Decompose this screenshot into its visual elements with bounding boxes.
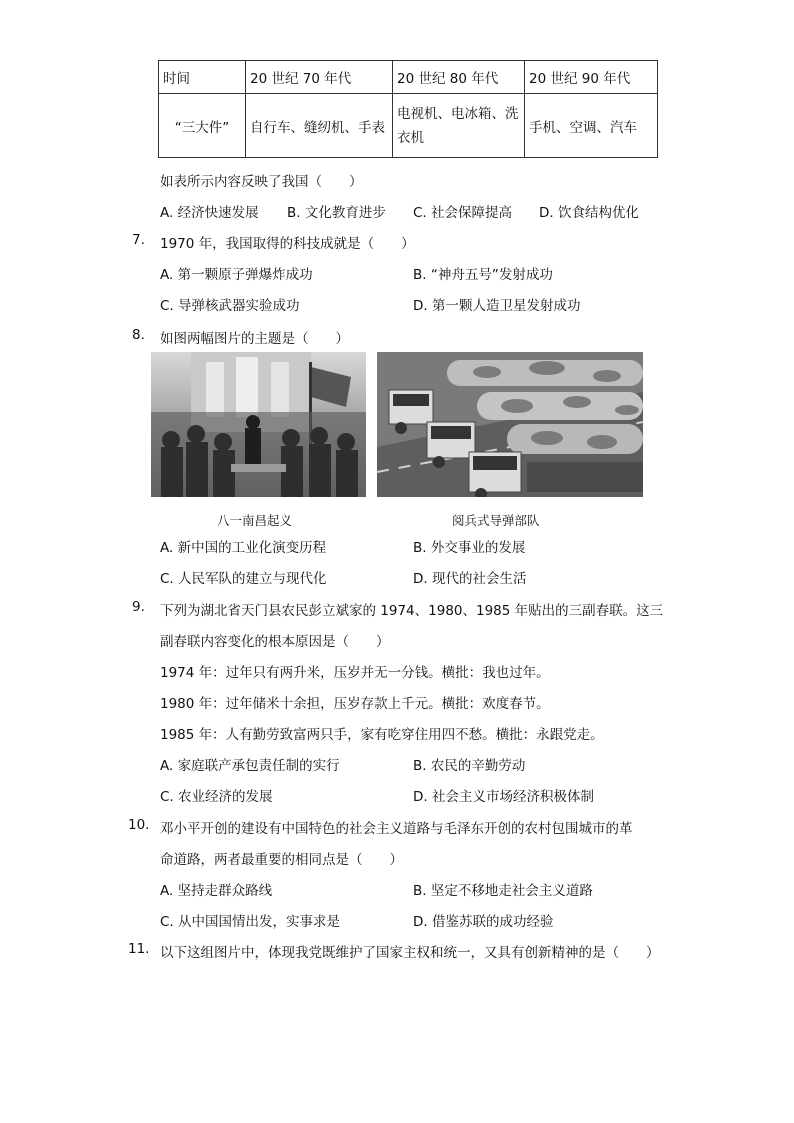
table-cell: 电视机、电冰箱、洗衣机 — [393, 94, 525, 158]
image-caption-2: 阅兵式导弹部队 — [452, 513, 540, 528]
q8-option-a[interactable]: A. 新中国的工业化演变历程 — [160, 540, 327, 556]
nanchang-uprising-image — [151, 352, 366, 497]
q7-option-a[interactable]: A. 第一颗原子弹爆炸成功 — [160, 267, 313, 283]
q6-option-c[interactable]: C. 社会保障提高 — [413, 205, 513, 221]
table-row — [159, 94, 658, 158]
table-cell: 时间 — [159, 61, 246, 94]
q9-stem-line1: 下列为湖北省天门县农民彭立斌家的 1974、1980、1985 年贴出的三副春联。这三 — [160, 603, 664, 619]
q10-number: 10. — [128, 817, 150, 833]
q10-option-b[interactable]: B. 坚定不移地走社会主义道路 — [413, 883, 593, 899]
q8-option-b[interactable]: B. 外交事业的发展 — [413, 540, 526, 556]
q9-couplet-1980: 1980 年：过年储米十余担，压岁存款上千元。横批：欢度春节。 — [160, 696, 550, 712]
q9-stem-line2: 副春联内容变化的根本原因是（ ） — [160, 634, 390, 650]
q6-option-b[interactable]: B. 文化教育进步 — [287, 205, 386, 221]
consumer-goods-table — [158, 60, 658, 158]
table-cell: 自行车、缝纫机、手表 — [246, 94, 393, 158]
q9-couplet-1974: 1974 年：过年只有两升米，压岁并无一分钱。横批：我也过年。 — [160, 665, 550, 681]
q6-option-d[interactable]: D. 饮食结构优化 — [539, 205, 639, 221]
q7-stem: 1970 年，我国取得的科技成就是（ ） — [160, 236, 415, 252]
q7-option-b[interactable]: B. “神舟五号”发射成功 — [413, 267, 553, 283]
table-cell: 手机、空调、汽车 — [525, 94, 658, 158]
q9-option-a[interactable]: A. 家庭联产承包责任制的实行 — [160, 758, 340, 774]
q8-option-d[interactable]: D. 现代的社会生活 — [413, 571, 527, 587]
q8-option-c[interactable]: C. 人民军队的建立与现代化 — [160, 571, 327, 587]
q7-option-c[interactable]: C. 导弹核武器实验成功 — [160, 298, 300, 314]
q8-stem: 如图两幅图片的主题是（ ） — [160, 331, 349, 347]
q10-stem-line2: 命道路，两者最重要的相同点是（ ） — [160, 852, 403, 868]
q6-stem: 如表所示内容反映了我国（ ） — [160, 174, 363, 190]
table-cell: 20 世纪 70 年代 — [246, 61, 393, 94]
q10-option-d[interactable]: D. 借鉴苏联的成功经验 — [413, 914, 554, 930]
table-cell: 20 世纪 90 年代 — [525, 61, 658, 94]
q6-option-a[interactable]: A. 经济快速发展 — [160, 205, 259, 221]
q9-couplet-1985: 1985 年：人有勤劳致富两只手，家有吃穿住用四不愁。横批：永跟党走。 — [160, 727, 604, 743]
q9-option-d[interactable]: D. 社会主义市场经济积极体制 — [413, 789, 594, 805]
q8-number: 8. — [132, 327, 145, 343]
table-header-row — [159, 61, 658, 94]
q10-stem-line1: 邓小平开创的建设有中国特色的社会主义道路与毛泽东开创的农村包围城市的革 — [160, 821, 633, 837]
parade-missile-image — [377, 352, 643, 497]
q9-option-b[interactable]: B. 农民的辛勤劳动 — [413, 758, 526, 774]
image-caption-1: 八一南昌起义 — [217, 513, 293, 528]
q9-number: 9. — [132, 599, 145, 615]
q11-stem: 以下这组图片中，体现我党既维护了国家主权和统一，又具有创新精神的是（ ） — [160, 945, 660, 961]
q10-option-c[interactable]: C. 从中国国情出发，实事求是 — [160, 914, 341, 930]
table-cell: 20 世纪 80 年代 — [393, 61, 525, 94]
q9-option-c[interactable]: C. 农业经济的发展 — [160, 789, 273, 805]
q7-number: 7. — [132, 232, 145, 248]
q7-option-d[interactable]: D. 第一颗人造卫星发射成功 — [413, 298, 581, 314]
q11-number: 11. — [128, 941, 150, 957]
table-cell: “三大件” — [159, 94, 246, 158]
q10-option-a[interactable]: A. 坚持走群众路线 — [160, 883, 273, 899]
